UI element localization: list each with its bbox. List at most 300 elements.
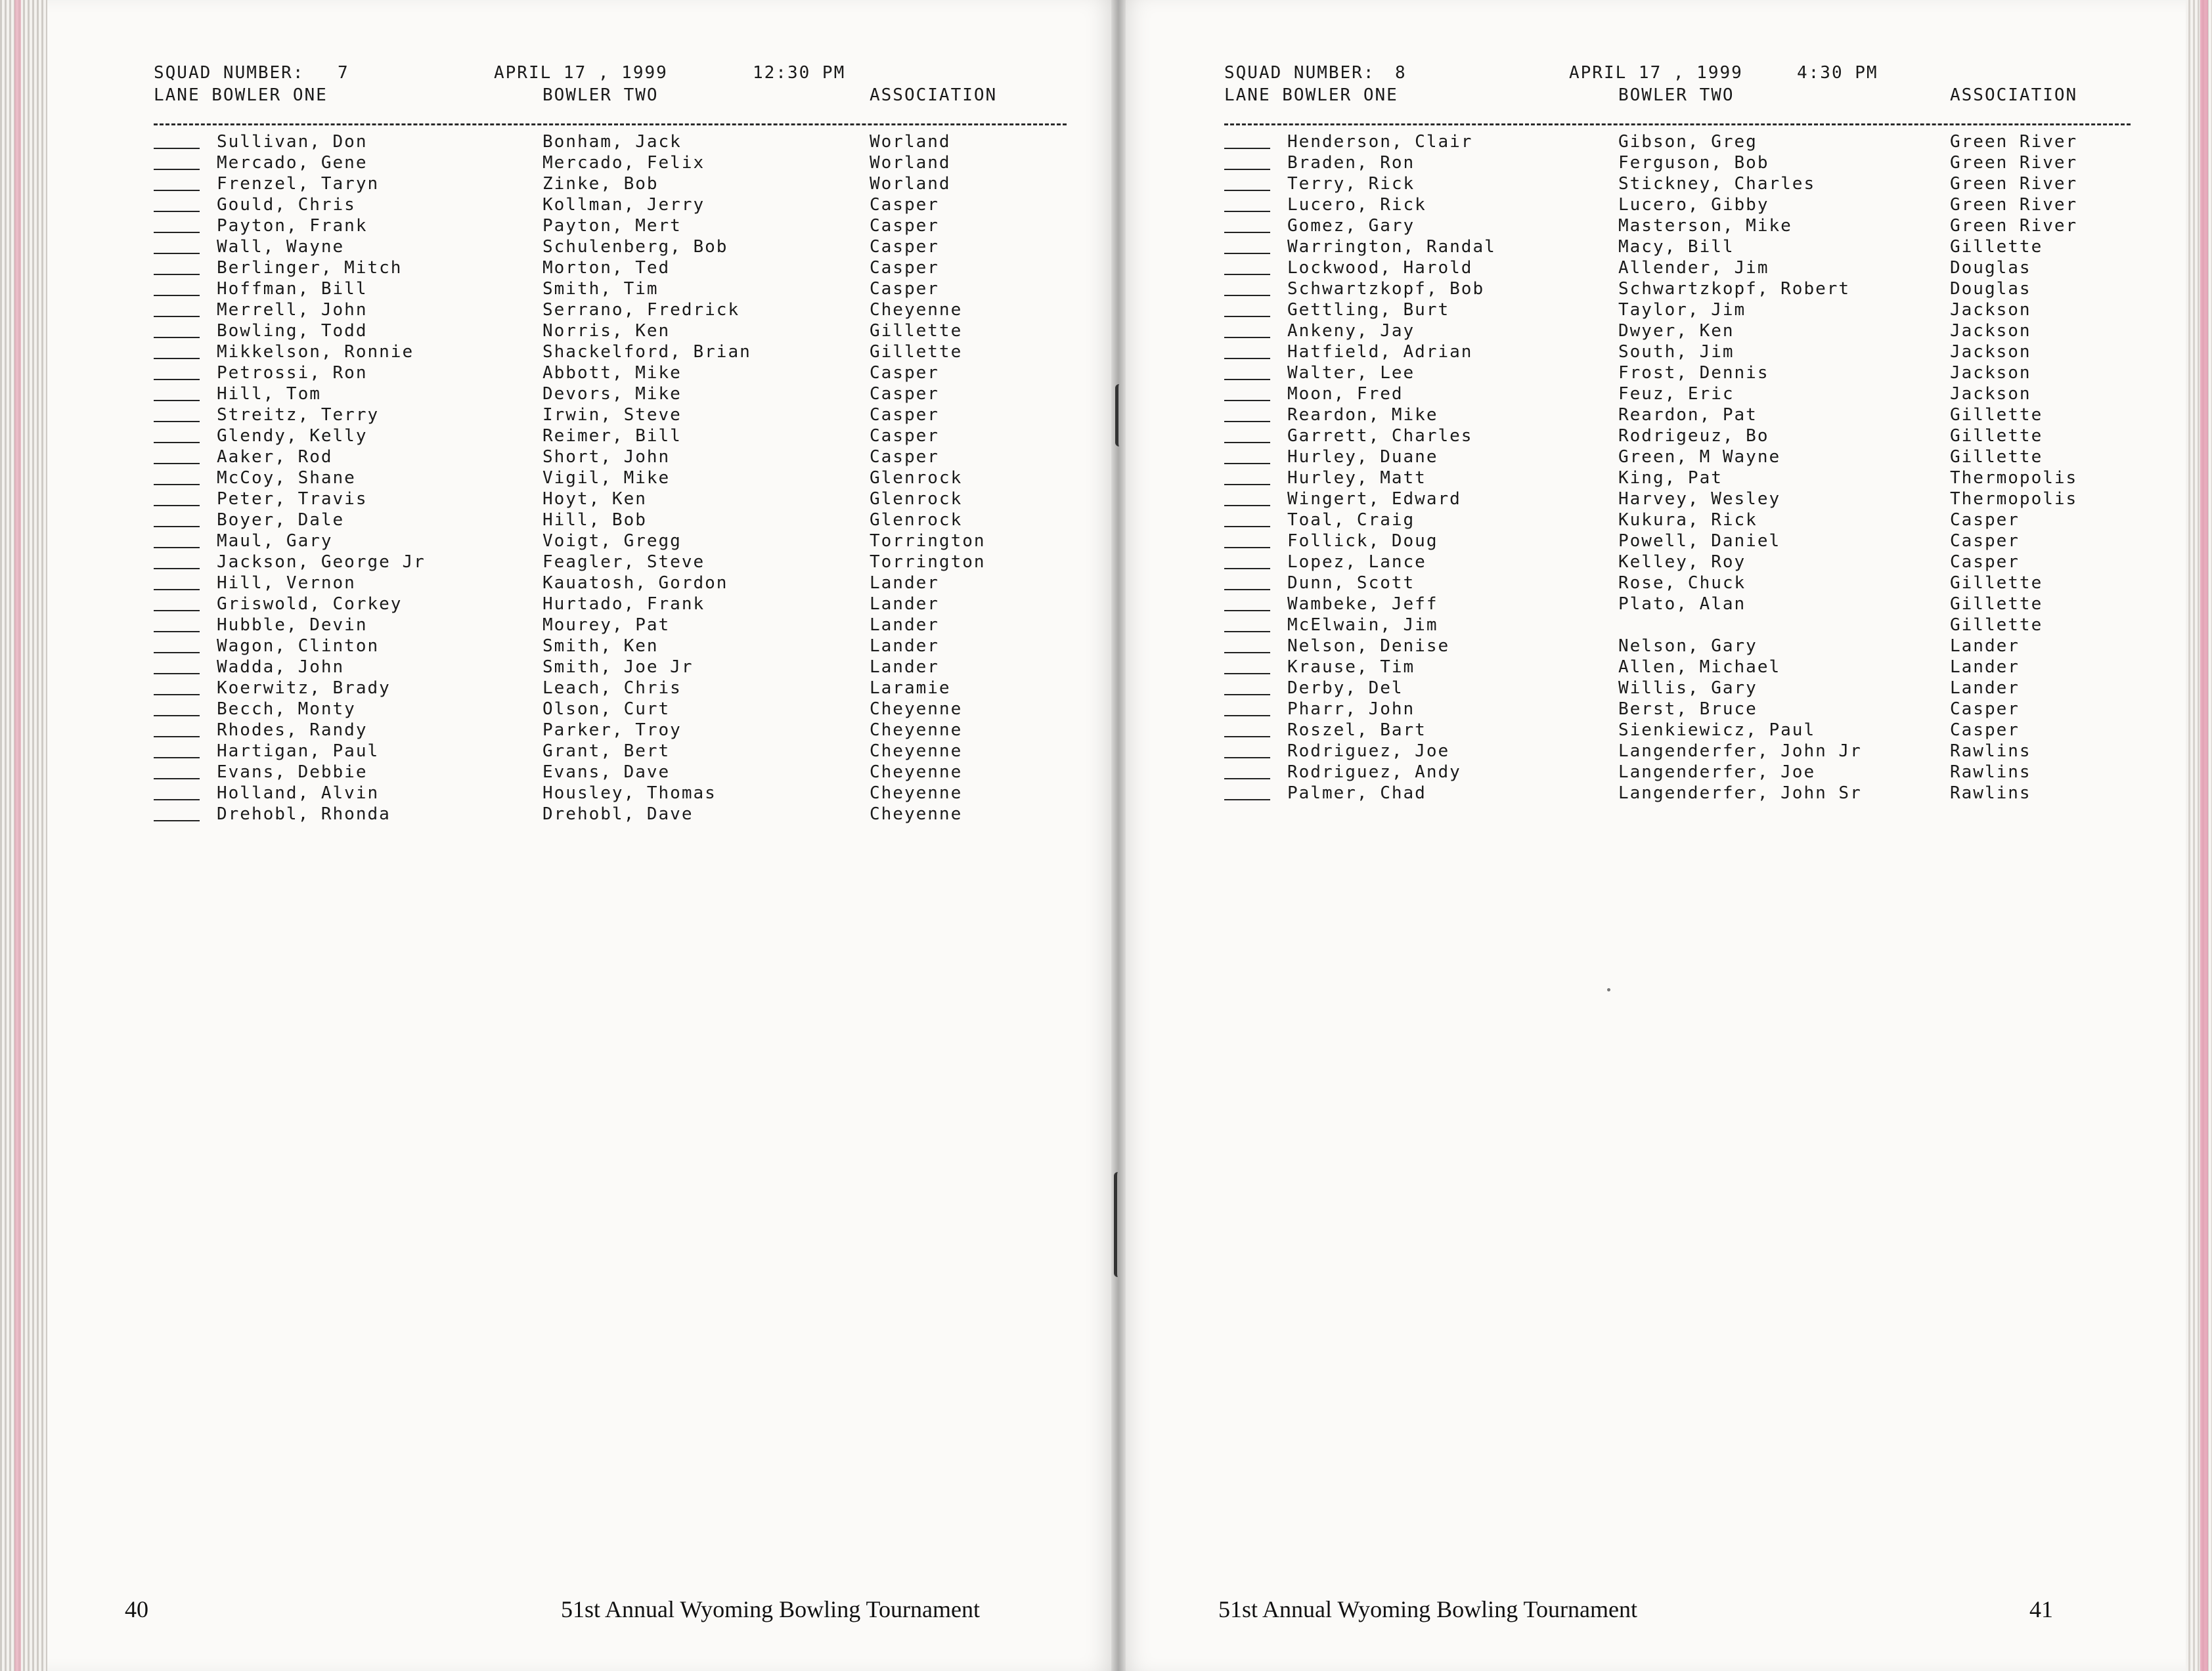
roster-row	[154, 615, 1067, 636]
roster-row	[1224, 405, 2131, 426]
roster-row	[154, 426, 1067, 447]
association-name: Casper	[870, 195, 939, 215]
roster-row	[1224, 720, 2131, 741]
association-name: Jackson	[1950, 321, 2031, 341]
roster-row	[154, 216, 1067, 237]
page-number-right: 41	[2029, 1596, 2053, 1622]
roster-row	[1224, 552, 2131, 573]
lane-blank-line	[1224, 489, 1270, 506]
bowler-two-name: Feagler, Steve	[542, 552, 705, 572]
association-name: Gillette	[1950, 594, 2043, 614]
lane-blank-line	[1224, 195, 1270, 212]
association-name: Glenrock	[870, 489, 963, 509]
association-name: Cheyenne	[870, 300, 963, 320]
bowler-one-name: Toal, Craig	[1287, 510, 1415, 530]
bowler-two-name: Lucero, Gibby	[1618, 195, 1769, 215]
header-divider	[154, 108, 1067, 125]
roster-row	[1224, 636, 2131, 657]
bowler-two-name: Schulenberg, Bob	[542, 237, 728, 257]
bowler-one-name: Reardon, Mike	[1287, 405, 1438, 425]
lane-blank-line	[154, 657, 200, 674]
bowler-two-name: Kollman, Jerry	[542, 195, 705, 215]
roster-row	[154, 489, 1067, 510]
bowler-two-name: Hoyt, Ken	[542, 489, 647, 509]
bowler-one-name: Gettling, Burt	[1287, 300, 1450, 320]
lane-blank-line	[154, 153, 200, 170]
lane-blank-line	[154, 363, 200, 380]
association-name: Douglas	[1950, 258, 2031, 278]
column-bowler-two: BOWLER TWO	[1618, 85, 1735, 105]
bowler-one-name: Wingert, Edward	[1287, 489, 1461, 509]
bowler-one-name: Derby, Del	[1287, 678, 1404, 698]
roster-row	[154, 468, 1067, 489]
bowler-one-name: Palmer, Chad	[1287, 783, 1427, 803]
roster-row	[154, 510, 1067, 531]
right-squad-sheet	[1224, 63, 2131, 804]
bowler-two-name: Smith, Ken	[542, 636, 659, 656]
book-gutter	[1111, 0, 1126, 1671]
bowler-one-name: Becch, Monty	[217, 699, 356, 719]
roster-row	[154, 363, 1067, 384]
association-name: Gillette	[1950, 237, 2043, 257]
bowler-two-name: Irwin, Steve	[542, 405, 682, 425]
left-column-headers	[154, 85, 1067, 108]
lane-blank-line	[1224, 678, 1270, 695]
bowler-two-name: Feuz, Eric	[1618, 384, 1735, 404]
squad-label: SQUAD NUMBER:	[1224, 63, 1375, 83]
roster-row	[1224, 447, 2131, 468]
bowler-one-name: Payton, Frank	[217, 216, 368, 236]
bowler-two-name: Morton, Ted	[542, 258, 671, 278]
bowler-two-name: Allen, Michael	[1618, 657, 1781, 677]
roster-row	[1224, 426, 2131, 447]
roster-row	[1224, 174, 2131, 195]
lane-blank-line	[154, 615, 200, 632]
bowler-one-name: Terry, Rick	[1287, 174, 1415, 194]
bowler-one-name: Braden, Ron	[1287, 153, 1415, 173]
bowler-two-name: Green, M Wayne	[1618, 447, 1781, 467]
lane-blank-line	[1224, 573, 1270, 590]
lane-blank-line	[1224, 405, 1270, 422]
lane-blank-line	[1224, 447, 1270, 464]
bowler-one-name: Hurley, Duane	[1287, 447, 1438, 467]
association-name: Green River	[1950, 153, 2078, 173]
association-name: Gillette	[1950, 615, 2043, 635]
roster-row	[1224, 321, 2131, 342]
roster-row	[154, 783, 1067, 804]
bowler-one-name: Berlinger, Mitch	[217, 258, 403, 278]
association-name: Worland	[870, 174, 951, 194]
bowler-two-name: Smith, Tim	[542, 279, 659, 299]
lane-blank-line	[154, 300, 200, 317]
lane-blank-line	[1224, 510, 1270, 527]
bowler-one-name: Mercado, Gene	[217, 153, 368, 173]
bowler-one-name: Sullivan, Don	[217, 132, 368, 152]
roster-row	[154, 531, 1067, 552]
roster-row	[154, 384, 1067, 405]
association-name: Cheyenne	[870, 804, 963, 824]
footer-title-right: 51st Annual Wyoming Bowling Tournament	[1218, 1596, 1637, 1622]
bowler-two-name: Evans, Dave	[542, 762, 671, 782]
bowler-one-name: Warrington, Randal	[1287, 237, 1496, 257]
bowler-one-name: Hubble, Devin	[217, 615, 368, 635]
roster-row	[1224, 132, 2131, 153]
association-name: Glenrock	[870, 510, 963, 530]
bowler-one-name: Rodriguez, Joe	[1287, 741, 1450, 761]
bowler-one-name: Moon, Fred	[1287, 384, 1404, 404]
lane-blank-line	[1224, 363, 1270, 380]
bowler-two-name: Drehobl, Dave	[542, 804, 694, 824]
bowler-one-name: Hurley, Matt	[1287, 468, 1427, 488]
bowler-two-name: Plato, Alan	[1618, 594, 1746, 614]
lane-blank-line	[1224, 720, 1270, 737]
bowler-one-name: Follick, Doug	[1287, 531, 1438, 551]
association-name: Lander	[870, 573, 939, 593]
bowler-one-name: McCoy, Shane	[217, 468, 356, 488]
bowler-two-name: Mourey, Pat	[542, 615, 671, 635]
roster-row	[154, 678, 1067, 699]
column-association: ASSOCIATION	[1950, 85, 2078, 105]
roster-row	[1224, 216, 2131, 237]
association-name: Casper	[870, 447, 939, 467]
roster-row	[154, 174, 1067, 195]
bowler-two-name: Serrano, Fredrick	[542, 300, 740, 320]
association-name: Green River	[1950, 216, 2078, 236]
association-name: Lander	[870, 615, 939, 635]
column-lane-bowler-one: LANE BOWLER ONE	[154, 85, 328, 105]
roster-row	[1224, 258, 2131, 279]
association-name: Casper	[1950, 510, 2020, 530]
lane-blank-line	[1224, 174, 1270, 191]
lane-blank-line	[1224, 342, 1270, 359]
bowler-two-name: Vigil, Mike	[542, 468, 671, 488]
lane-blank-line	[1224, 531, 1270, 548]
association-name: Cheyenne	[870, 699, 963, 719]
bowler-one-name: Glendy, Kelly	[217, 426, 368, 446]
bowler-one-name: Jackson, George Jr	[217, 552, 426, 572]
association-name: Thermopolis	[1950, 468, 2078, 488]
roster-row	[1224, 468, 2131, 489]
lane-blank-line	[1224, 615, 1270, 632]
bowler-one-name: Nelson, Denise	[1287, 636, 1450, 656]
roster-row	[1224, 573, 2131, 594]
bowler-two-name: Gibson, Greg	[1618, 132, 1758, 152]
bowler-one-name: Ankeny, Jay	[1287, 321, 1415, 341]
lane-blank-line	[154, 594, 200, 611]
association-name: Rawlins	[1950, 741, 2031, 761]
bowler-two-name: Grant, Bert	[542, 741, 671, 761]
right-column-headers	[1224, 85, 2131, 108]
column-association: ASSOCIATION	[870, 85, 998, 105]
bowler-two-name: South, Jim	[1618, 342, 1735, 362]
lane-blank-line	[154, 342, 200, 359]
roster-row	[1224, 531, 2131, 552]
lane-blank-line	[1224, 594, 1270, 611]
association-name: Gillette	[1950, 405, 2043, 425]
lane-blank-line	[154, 573, 200, 590]
squad-number: 7	[338, 63, 349, 83]
bowler-two-name: Mercado, Felix	[542, 153, 705, 173]
bowler-one-name: Peter, Travis	[217, 489, 368, 509]
bowler-two-name: Stickney, Charles	[1618, 174, 1816, 194]
bowler-one-name: McElwain, Jim	[1287, 615, 1438, 635]
association-name: Worland	[870, 132, 951, 152]
bowler-two-name: Ferguson, Bob	[1618, 153, 1769, 173]
lane-blank-line	[154, 804, 200, 821]
bowler-two-name: Powell, Daniel	[1618, 531, 1781, 551]
bowler-one-name: Evans, Debbie	[217, 762, 368, 782]
bowler-one-name: Rodriguez, Andy	[1287, 762, 1461, 782]
staple-bottom	[1114, 1172, 1122, 1277]
association-name: Casper	[870, 258, 939, 278]
lane-blank-line	[1224, 132, 1270, 149]
bowler-one-name: Schwartzkopf, Bob	[1287, 279, 1485, 299]
lane-blank-line	[1224, 153, 1270, 170]
lane-blank-line	[1224, 468, 1270, 485]
roster-row	[154, 321, 1067, 342]
association-name: Gillette	[1950, 447, 2043, 467]
bowler-two-name: Kauatosh, Gordon	[542, 573, 728, 593]
roster-row	[154, 804, 1067, 825]
bowler-two-name: Langenderfer, John Sr	[1618, 783, 1862, 803]
lane-blank-line	[154, 216, 200, 233]
bowler-two-name: Bonham, Jack	[542, 132, 682, 152]
association-name: Jackson	[1950, 300, 2031, 320]
lane-blank-line	[154, 783, 200, 800]
roster-row	[1224, 342, 2131, 363]
bowler-two-name: Dwyer, Ken	[1618, 321, 1735, 341]
lane-blank-line	[1224, 636, 1270, 653]
lane-blank-line	[1224, 300, 1270, 317]
roster-row	[1224, 153, 2131, 174]
bowler-two-name: Smith, Joe Jr	[542, 657, 694, 677]
bowler-two-name: Macy, Bill	[1618, 237, 1735, 257]
association-name: Lander	[1950, 657, 2020, 677]
bowler-two-name: Nelson, Gary	[1618, 636, 1758, 656]
roster-row	[154, 552, 1067, 573]
bowler-one-name: Frenzel, Taryn	[217, 174, 380, 194]
bowler-two-name: Olson, Curt	[542, 699, 671, 719]
bowler-two-name: Taylor, Jim	[1618, 300, 1746, 320]
left-squad-sheet	[154, 63, 1067, 825]
lane-blank-line	[154, 405, 200, 422]
association-name: Gillette	[870, 321, 963, 341]
roster-row	[154, 699, 1067, 720]
association-name: Jackson	[1950, 342, 2031, 362]
bowler-one-name: Roszel, Bart	[1287, 720, 1427, 740]
pink-cover-edge-right	[2200, 0, 2208, 1671]
roster-row	[1224, 279, 2131, 300]
roster-row	[1224, 195, 2131, 216]
lane-blank-line	[1224, 552, 1270, 569]
bowler-one-name: Wambeke, Jeff	[1287, 594, 1438, 614]
bowler-two-name: Langenderfer, Joe	[1618, 762, 1816, 782]
roster-row	[1224, 384, 2131, 405]
bowler-two-name: King, Pat	[1618, 468, 1723, 488]
roster-row	[1224, 363, 2131, 384]
lane-blank-line	[154, 195, 200, 212]
right-roster	[1224, 132, 2131, 804]
staple-top	[1115, 384, 1124, 446]
roster-row	[154, 405, 1067, 426]
right-page	[1118, 0, 2186, 1671]
bowler-two-name: Zinke, Bob	[542, 174, 659, 194]
association-name: Casper	[1950, 720, 2020, 740]
roster-row	[1224, 615, 2131, 636]
bowler-one-name: Wagon, Clinton	[217, 636, 380, 656]
association-name: Green River	[1950, 195, 2078, 215]
lane-blank-line	[1224, 426, 1270, 443]
association-name: Gillette	[1950, 426, 2043, 446]
bowler-two-name: Hurtado, Frank	[542, 594, 705, 614]
lane-blank-line	[154, 678, 200, 695]
paper-speck	[1607, 988, 1610, 991]
bowler-one-name: Lopez, Lance	[1287, 552, 1427, 572]
association-name: Lander	[1950, 678, 2020, 698]
bowler-one-name: Garrett, Charles	[1287, 426, 1473, 446]
roster-row	[154, 657, 1067, 678]
association-name: Worland	[870, 153, 951, 173]
right-header-line-1	[1224, 63, 2131, 85]
bowler-two-name: Shackelford, Brian	[542, 342, 751, 362]
column-bowler-two: BOWLER TWO	[542, 85, 659, 105]
roster-row	[154, 300, 1067, 321]
roster-row	[154, 636, 1067, 657]
bowler-two-name: Masterson, Mike	[1618, 216, 1792, 236]
bowler-two-name: Rodrigeuz, Bo	[1618, 426, 1769, 446]
pink-cover-edge-left	[14, 0, 21, 1671]
bowler-one-name: Rhodes, Randy	[217, 720, 368, 740]
bowler-two-name: Langenderfer, John Jr	[1618, 741, 1862, 761]
bowler-two-name: Kukura, Rick	[1618, 510, 1758, 530]
roster-row	[1224, 489, 2131, 510]
roster-row	[154, 573, 1067, 594]
lane-blank-line	[154, 447, 200, 464]
bowler-one-name: Hill, Vernon	[217, 573, 356, 593]
roster-row	[154, 258, 1067, 279]
bowler-one-name: Hill, Tom	[217, 384, 321, 404]
roster-row	[154, 741, 1067, 762]
bowler-one-name: Hoffman, Bill	[217, 279, 368, 299]
roster-row	[1224, 678, 2131, 699]
association-name: Rawlins	[1950, 783, 2031, 803]
bowler-one-name: Krause, Tim	[1287, 657, 1415, 677]
roster-row	[154, 153, 1067, 174]
lane-blank-line	[154, 720, 200, 737]
bowler-two-name: Short, John	[542, 447, 671, 467]
bowler-two-name: Leach, Chris	[542, 678, 682, 698]
bowler-two-name: Willis, Gary	[1618, 678, 1758, 698]
lane-blank-line	[154, 132, 200, 149]
association-name: Jackson	[1950, 384, 2031, 404]
page-edges-right	[2186, 0, 2212, 1671]
association-name: Lander	[870, 636, 939, 656]
lane-blank-line	[154, 552, 200, 569]
roster-row	[154, 279, 1067, 300]
bowler-two-name: Reardon, Pat	[1618, 405, 1758, 425]
page-number-left: 40	[125, 1596, 148, 1622]
lane-blank-line	[1224, 783, 1270, 800]
squad-number: 8	[1395, 63, 1407, 83]
squad-time: 4:30 PM	[1797, 63, 1878, 83]
bowler-two-name: Devors, Mike	[542, 384, 682, 404]
roster-row	[1224, 594, 2131, 615]
bowler-one-name: Hartigan, Paul	[217, 741, 380, 761]
lane-blank-line	[154, 762, 200, 779]
header-divider	[1224, 108, 2131, 125]
footer-title-left: 51st Annual Wyoming Bowling Tournament	[561, 1596, 980, 1622]
bowler-two-name: Norris, Ken	[542, 321, 671, 341]
lane-blank-line	[154, 636, 200, 653]
bowler-two-name: Harvey, Wesley	[1618, 489, 1781, 509]
bowler-one-name: Koerwitz, Brady	[217, 678, 391, 698]
lane-blank-line	[1224, 762, 1270, 779]
roster-row	[1224, 510, 2131, 531]
lane-blank-line	[154, 321, 200, 338]
association-name: Casper	[1950, 552, 2020, 572]
bowler-one-name: Wall, Wayne	[217, 237, 345, 257]
lane-blank-line	[154, 489, 200, 506]
bowler-two-name: Payton, Mert	[542, 216, 682, 236]
bowler-one-name: Walter, Lee	[1287, 363, 1415, 383]
association-name: Casper	[870, 216, 939, 236]
association-name: Casper	[1950, 531, 2020, 551]
lane-blank-line	[1224, 321, 1270, 338]
lane-blank-line	[1224, 699, 1270, 716]
squad-time: 12:30 PM	[753, 63, 846, 83]
bowler-one-name: Bowling, Todd	[217, 321, 368, 341]
association-name: Green River	[1950, 174, 2078, 194]
bowler-one-name: Maul, Gary	[217, 531, 333, 551]
bowler-two-name: Hill, Bob	[542, 510, 647, 530]
roster-row	[154, 762, 1067, 783]
roster-row	[1224, 699, 2131, 720]
association-name: Casper	[1950, 699, 2020, 719]
association-name: Douglas	[1950, 279, 2031, 299]
association-name: Lander	[1950, 636, 2020, 656]
association-name: Glenrock	[870, 468, 963, 488]
bowler-one-name: Aaker, Rod	[217, 447, 333, 467]
lane-blank-line	[1224, 237, 1270, 254]
association-name: Cheyenne	[870, 741, 963, 761]
left-roster	[154, 132, 1067, 825]
lane-blank-line	[154, 258, 200, 275]
association-name: Thermopolis	[1950, 489, 2078, 509]
association-name: Jackson	[1950, 363, 2031, 383]
bowler-two-name: Abbott, Mike	[542, 363, 682, 383]
bowler-one-name: Mikkelson, Ronnie	[217, 342, 414, 362]
squad-date: APRIL 17 , 1999	[1569, 63, 1743, 83]
bowler-one-name: Holland, Alvin	[217, 783, 380, 803]
bowler-two-name: Parker, Troy	[542, 720, 682, 740]
roster-row	[154, 447, 1067, 468]
bowler-one-name: Dunn, Scott	[1287, 573, 1415, 593]
roster-row	[1224, 300, 2131, 321]
lane-blank-line	[154, 237, 200, 254]
bowler-one-name: Streitz, Terry	[217, 405, 380, 425]
lane-blank-line	[154, 741, 200, 758]
association-name: Green River	[1950, 132, 2078, 152]
association-name: Casper	[870, 237, 939, 257]
bowler-one-name: Griswold, Corkey	[217, 594, 403, 614]
squad-label: SQUAD NUMBER:	[154, 63, 305, 83]
roster-row	[1224, 237, 2131, 258]
column-lane-bowler-one: LANE BOWLER ONE	[1224, 85, 1398, 105]
bowler-one-name: Hatfield, Adrian	[1287, 342, 1473, 362]
roster-row	[154, 195, 1067, 216]
roster-row	[154, 342, 1067, 363]
lane-blank-line	[154, 384, 200, 401]
